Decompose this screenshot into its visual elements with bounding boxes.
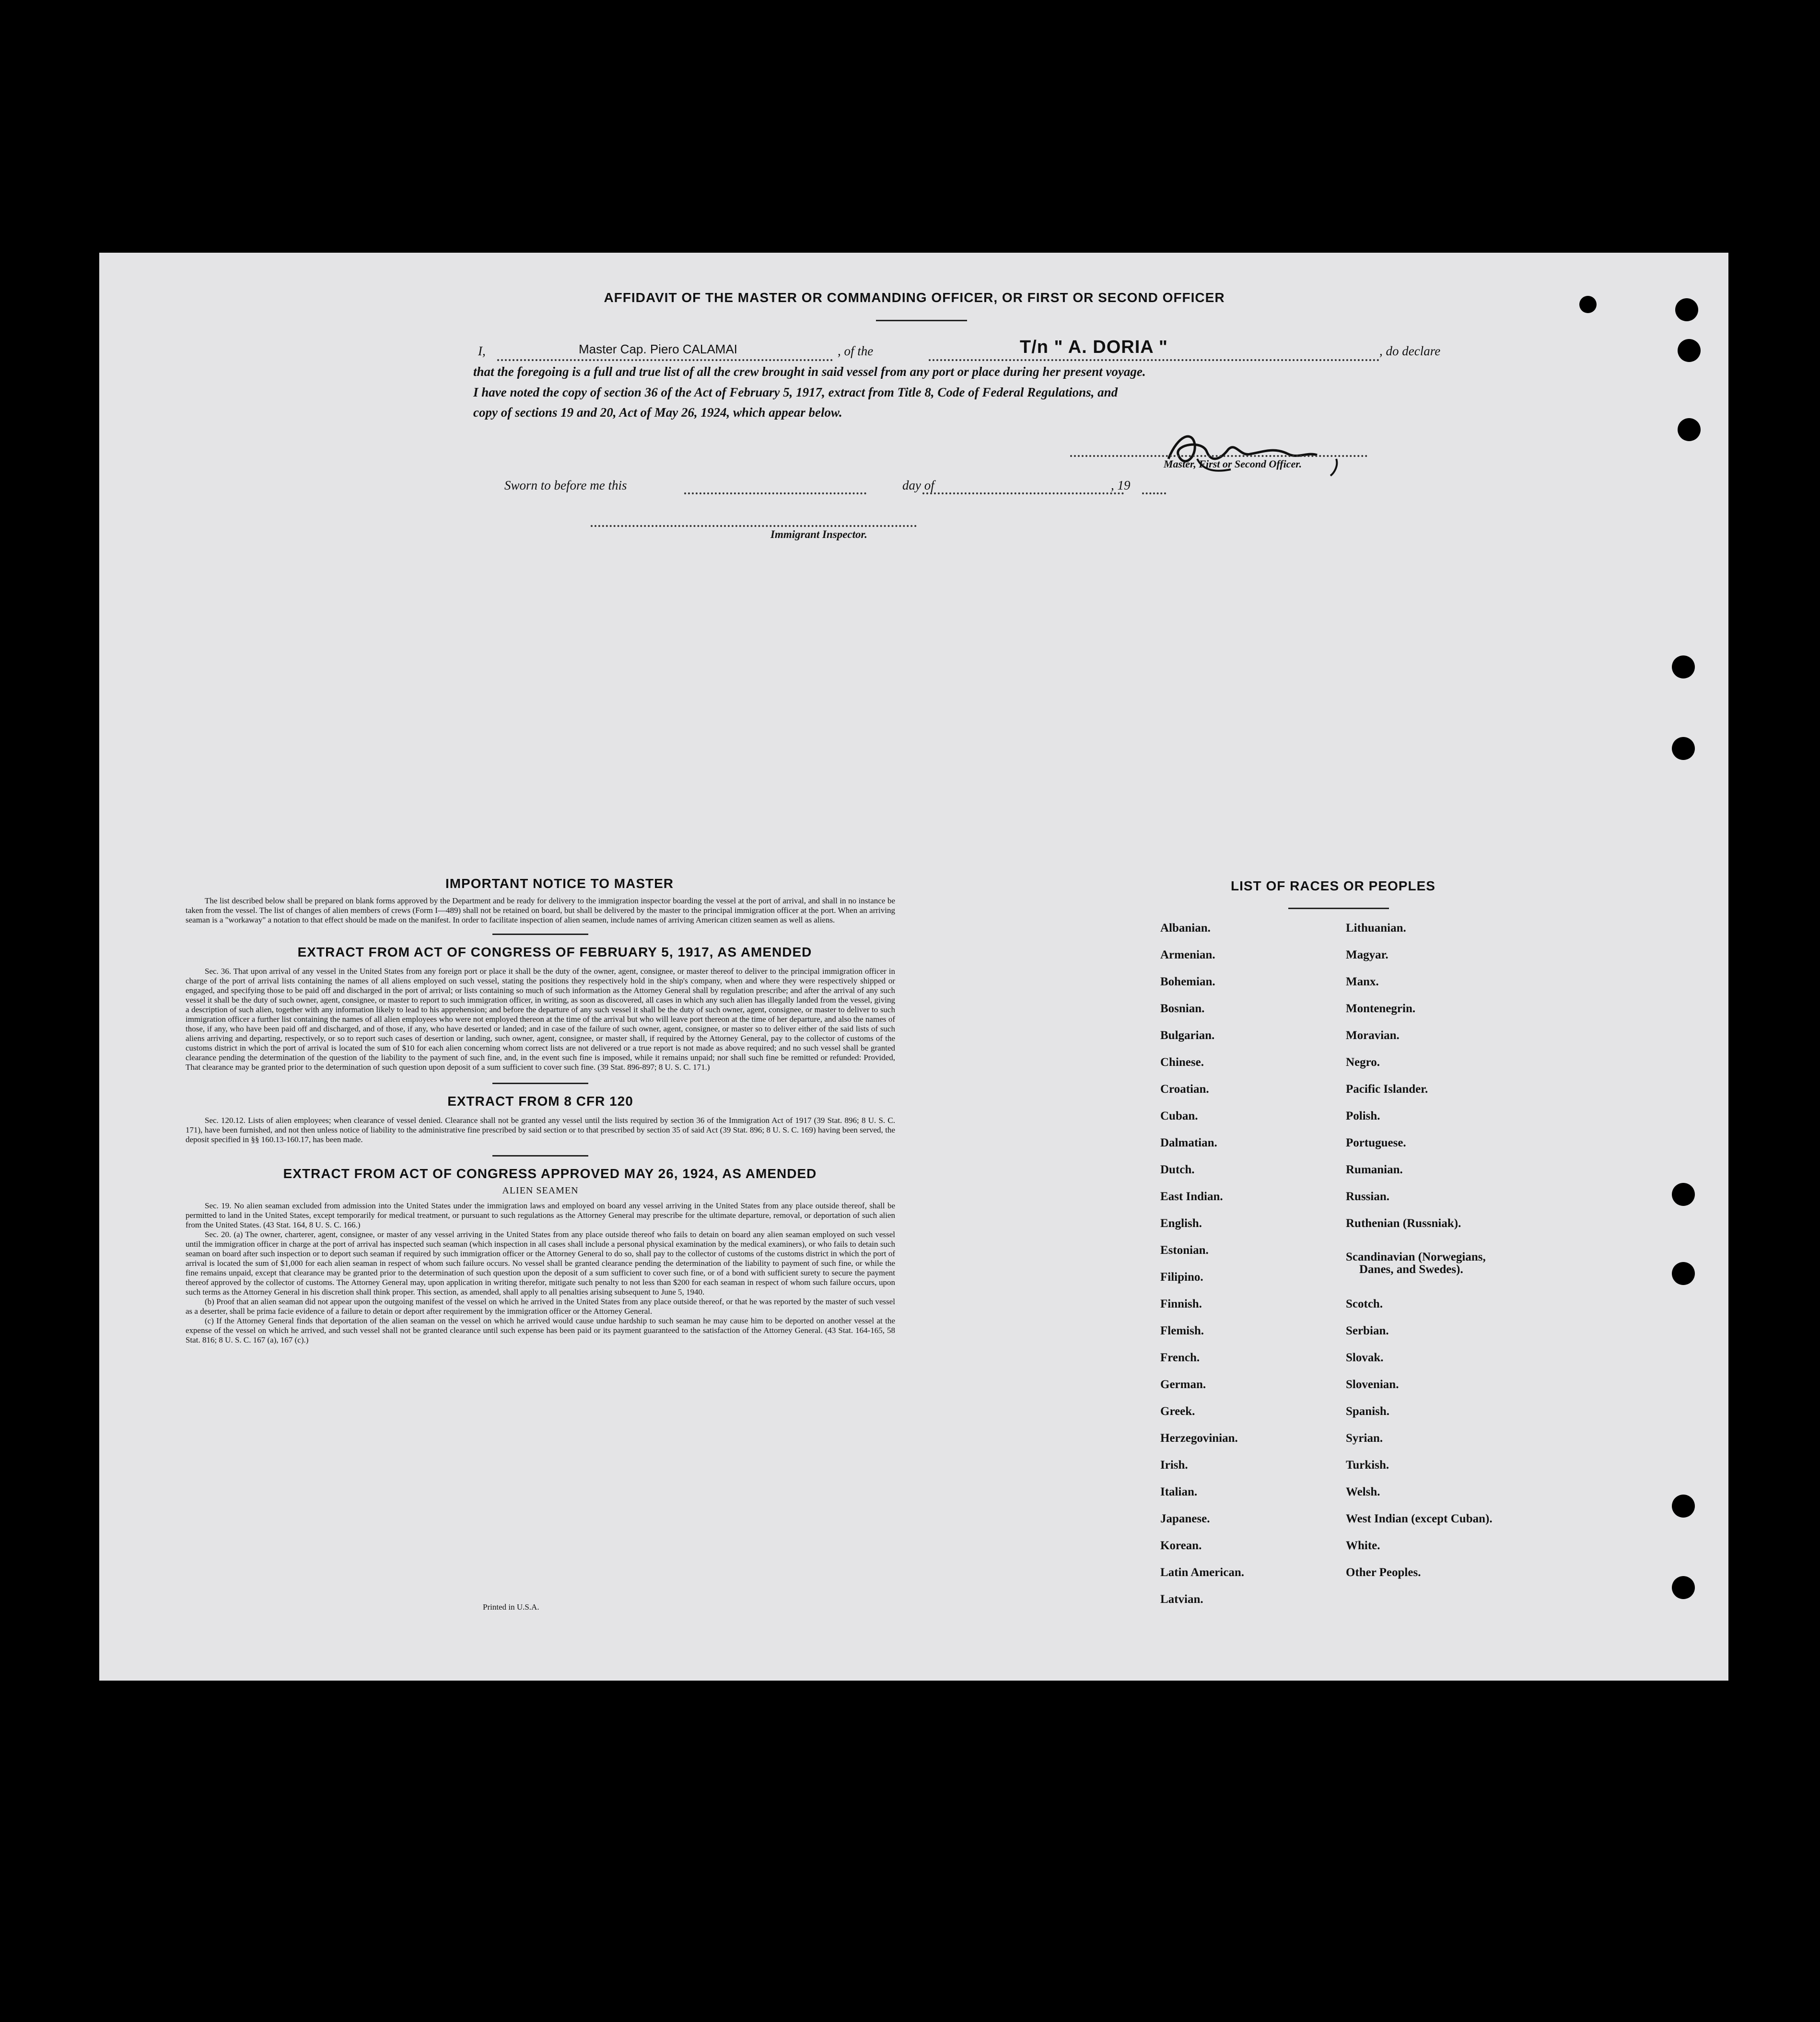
race-right: Danes, and Swedes). [1359, 1263, 1463, 1276]
race-right: Negro. [1346, 1056, 1380, 1069]
punch-hole [1678, 339, 1701, 362]
extract-8cfr-body: Sec. 120.12. Lists of alien employees; when clearance of vessel denied. Clearance shall not be granted any vessel until the lists required by section 36 of the Immigration Act of 1917 (39 Stat. 896; 8 U. S. C. 171), have been furnished, and not then unless notice of liability to the administrative fine prescribed by said section or to that prescribed by section 35 of said Act (39 Stat. 896; 8 U. S. C. 169) having been served, the deposit specified in §§ 160.13-160.17, has been made. [186, 1116, 895, 1144]
race-left: Bulgarian. [1160, 1029, 1215, 1042]
race-right: Turkish. [1346, 1459, 1389, 1472]
race-left: Bohemian. [1160, 975, 1215, 988]
race-left: Irish. [1160, 1459, 1188, 1472]
race-right: Scotch. [1346, 1297, 1383, 1310]
race-right: Spanish. [1346, 1405, 1390, 1418]
sworn-day-line [684, 492, 866, 494]
sec-20a-text: Sec. 20. (a) The owner, charterer, agent, consignee, or master of any vessel arriving in the United States from any place outside thereof who fails to detain on board any alien seaman employed on such vessel until the immigration officer in charge at the port of arrival has inspected such seaman (which inspection in all cases shall include a personal physical examination by the medical examiners), or who fails to detain such seaman on board after such inspection or to deport such seaman if required by such immigration officer or the Attorney General to do so, shall pay to the collector of customs of the customs district in which the port of arrival is located the sum of $1,000 for each alien seaman in respect of whom such failure occurs. No vessel shall be granted clearance pending the determination of the liability to payment of such fine, or while the fine remains unpaid, except that clearance may be granted prior to the determination of such question upon the deposit of a sum sufficient to cover such fine, or of a bond with sufficient surety to secure the payment thereof approved by the collector of customs. The Attorney General may, upon application in writing therefor, mitigate such penalty to not less than $200 for each seaman in respect of whom such failure occurs, upon such terms as the Attorney General in his discretion shall think proper. This section, as amended, shall apply to all penalties arising subsequent to June 5, 1940. [186, 1230, 895, 1297]
race-right: West Indian (except Cuban). [1346, 1512, 1493, 1525]
race-left: Croatian. [1160, 1083, 1209, 1096]
race-right: Moravian. [1346, 1029, 1400, 1042]
printed-in-usa: Printed in U.S.A. [483, 1602, 539, 1612]
race-left: Latvian. [1160, 1593, 1203, 1606]
race-right: Welsh. [1346, 1485, 1380, 1498]
race-right: Other Peoples. [1346, 1566, 1421, 1579]
extract-8cfr-title: EXTRACT FROM 8 CFR 120 [447, 1094, 633, 1109]
race-right: Montenegrin. [1346, 1002, 1416, 1015]
name-line [497, 359, 833, 361]
punch-hole [1675, 298, 1698, 321]
race-right: Magyar. [1346, 948, 1388, 961]
extract-1917-body: Sec. 36. That upon arrival of any vessel in the United States from any foreign port or place it shall be the duty of the owner, agent, consignee, or master thereof to deliver to the principal immigration officer in charge of the port of arrival lists containing the names of all aliens employed on such vessel, stating the positions they respectively hold in the ship's company, when and where they were respectively shipped or engaged, and specifying those to be paid off and discharged in the port of arrival; or lists containing so much of such information as the Attorney General shall by regulation prescribe; and after the arrival of any such vessel it shall be the duty of such owner, agent, consignee, or master to report to such immigration officer, in writing, as soon as discovered, all cases in which any such alien has illegally landed from the vessel, giving a description of such alien, together with any information likely to lead to his apprehension; and before the departure of any such vessel it shall be the duty of such owner, agent, consignee, or master to deliver to such immigration officer a further list containing the names of all alien employees who were not employed thereon at the time of the arrival but who will leave port thereon at the time of her departure, and also the names of those, if any, who have been paid off and discharged, and of those, if any, who have deserted or landed; and in case of the failure of such owner, agent, consignee, or master so to deliver either of the said lists of such aliens arriving and departing, respectively, or so to report such cases of desertion or landing, such owner, agent, consignee, or master shall, if required by the Attorney General, pay to the collector of customs of the customs district in which the port of arrival is located the sum of $10 for each alien concerning whom correct lists are not delivered or a true report is not made as above required; and no such vessel shall be granted clearance pending the determination of the question of the liability to the payment of such fine, and, in the event such fine is imposed, while it remains unpaid; nor shall such fine be remitted or refunded: Provided, That clearance may be granted prior to the determination of such question upon deposit of a sum sufficient to cover such fine. (39 Stat. 896-897; 8 U. S. C. 171.) [186, 967, 895, 1072]
sec-20c-text: (c) If the Attorney General finds that deportation of the alien seaman on the vessel on which he arrived would cause undue hardship to such seaman he may cause him to be deported on another vessel at the expense of the vessel on which he arrived, and such vessel shall not be granted clearance until such expense has been paid or its payment guaranteed to the satisfaction of the Attorney General. (43 Stat. 164-165, 58 Stat. 816; 8 U. S. C. 167 (a), 167 (c).) [186, 1316, 895, 1344]
affidavit-title: AFFIDAVIT OF THE MASTER OR COMMANDING OFFICER, OR FIRST OR SECOND OFFICER [604, 290, 1225, 305]
race-right: Pacific Islander. [1346, 1083, 1428, 1096]
punch-hole [1678, 418, 1701, 441]
race-right: Manx. [1346, 975, 1379, 988]
affidavit-i-label: I, [478, 344, 486, 358]
race-left: Cuban. [1160, 1110, 1198, 1122]
race-right: Russian. [1346, 1190, 1390, 1203]
race-right: Lithuanian. [1346, 922, 1406, 935]
punch-hole [1672, 737, 1695, 760]
race-right: White. [1346, 1539, 1380, 1552]
punch-hole [1672, 655, 1695, 678]
race-right: Ruthenian (Russniak). [1346, 1217, 1461, 1230]
punch-hole [1672, 1262, 1695, 1285]
race-left: Japanese. [1160, 1512, 1210, 1525]
sworn-label: Sworn to before me this [504, 478, 627, 492]
day-of-label: day of [902, 478, 934, 492]
race-right: Rumanian. [1346, 1163, 1403, 1176]
year-label: , 19 [1111, 478, 1131, 492]
extract-1917-title: EXTRACT FROM ACT OF CONGRESS OF FEBRUARY 5, 1917, AS AMENDED [297, 945, 812, 959]
race-left: Dalmatian. [1160, 1136, 1217, 1149]
race-left: Armenian. [1160, 948, 1215, 961]
race-left: East Indian. [1160, 1190, 1223, 1203]
affidavit-line-4: copy of sections 19 and 20, Act of May 26, 1924, which appear below. [473, 405, 842, 420]
race-left: Albanian. [1160, 922, 1211, 935]
affidavit-line-3: I have noted the copy of section 36 of the Act of February 5, 1917, extract from Title 8, Code of Federal Regulations, and [473, 385, 1118, 399]
notice-title: IMPORTANT NOTICE TO MASTER [445, 876, 674, 891]
punch-hole [1672, 1183, 1695, 1206]
race-left: Estonian. [1160, 1244, 1209, 1257]
sec-19-text: Sec. 19. No alien seaman excluded from admission into the United States under the immigration laws and employed on board any vessel arriving in the United States from any place outside thereof, shall be permitted to land in the United States, except temporarily for medical treatment, or pursuant to such regulations as the Attorney General may prescribe for the ultimate departure, removal, or deportation of such alien from the United States. (43 Stat. 164, 8 U. S. C. 166.) [186, 1201, 895, 1229]
affidavit-line-2: that the foregoing is a full and true list of all the crew brought in said vessel from any port or place during her present voyage. [473, 364, 1146, 379]
race-left: French. [1160, 1351, 1200, 1364]
inspector-line [591, 525, 917, 527]
signature-line [1070, 455, 1367, 457]
race-right: Serbian. [1346, 1324, 1389, 1337]
notice-body: The list described below shall be prepared on blank forms approved by the Department and be ready for delivery to the immigration inspector boarding the vessel at the port of arrival, and shall in no instance be taken from the vessel. The list of changes of alien members of crews (Form I—489) shall not be retained on board, but shall be delivered by the master to the principal immigration officer at the port. When an arriving seaman is a "workaway" a notation to that effect should be made on the manifest. In order to facilitate inspection of alien seamen, include names of arriving American citizen seamen as well as aliens. [186, 896, 895, 924]
master-name: Master Cap. Piero CALAMAI [579, 342, 737, 356]
divider [492, 934, 588, 935]
race-left: German. [1160, 1378, 1206, 1391]
punch-hole [1672, 1495, 1695, 1518]
race-left: Filipino. [1160, 1271, 1203, 1284]
punch-hole [1672, 1576, 1695, 1599]
races-title: LIST OF RACES OR PEOPLES [1231, 878, 1435, 893]
race-right: Slovenian. [1346, 1378, 1399, 1391]
divider [876, 320, 967, 321]
race-right: Portuguese. [1346, 1136, 1406, 1149]
affidavit-do-declare: , do declare [1379, 344, 1441, 358]
race-left: Chinese. [1160, 1056, 1204, 1069]
race-left: Italian. [1160, 1485, 1198, 1498]
vessel-line [929, 359, 1379, 361]
alien-seamen-subtitle: ALIEN SEAMEN [502, 1185, 579, 1196]
year-line [1142, 492, 1166, 494]
divider [1288, 908, 1389, 909]
sworn-month-line [922, 492, 1124, 494]
race-right: Slovak. [1346, 1351, 1384, 1364]
punch-hole [1579, 296, 1597, 313]
extract-1924-title: EXTRACT FROM ACT OF CONGRESS APPROVED MAY 26, 1924, AS AMENDED [283, 1166, 817, 1181]
race-right: Syrian. [1346, 1432, 1383, 1445]
affidavit-of-the: , of the [838, 344, 874, 358]
race-left: Bosnian. [1160, 1002, 1205, 1015]
sec-20b-text: (b) Proof that an alien seaman did not appear upon the outgoing manifest of the vessel on which he arrived in the United States from any place outside thereof, or that he was reported by the master of such vessel as a deserter, shall be prima facie evidence of a failure to detain or deport after requirement by the immigration officer or the Attorney General. [186, 1297, 895, 1316]
notice-column [186, 876, 895, 1345]
race-left: Dutch. [1160, 1163, 1195, 1176]
vessel-name: T/n " A. DORIA " [1020, 337, 1168, 357]
race-left: Herzegovinian. [1160, 1432, 1238, 1445]
race-right: Scandinavian (Norwegians, [1346, 1251, 1486, 1263]
race-left: Latin American. [1160, 1566, 1244, 1579]
race-right: Polish. [1346, 1110, 1380, 1122]
divider [492, 1155, 588, 1157]
race-left: Greek. [1160, 1405, 1195, 1418]
race-left: English. [1160, 1217, 1202, 1230]
race-left: Flemish. [1160, 1324, 1204, 1337]
form-sheet [99, 253, 1728, 1681]
race-left: Korean. [1160, 1539, 1202, 1552]
divider [492, 1083, 588, 1084]
inspector-caption: Immigrant Inspector. [770, 528, 867, 540]
signature-caption: Master, First or Second Officer. [1164, 458, 1302, 470]
race-left: Finnish. [1160, 1297, 1202, 1310]
